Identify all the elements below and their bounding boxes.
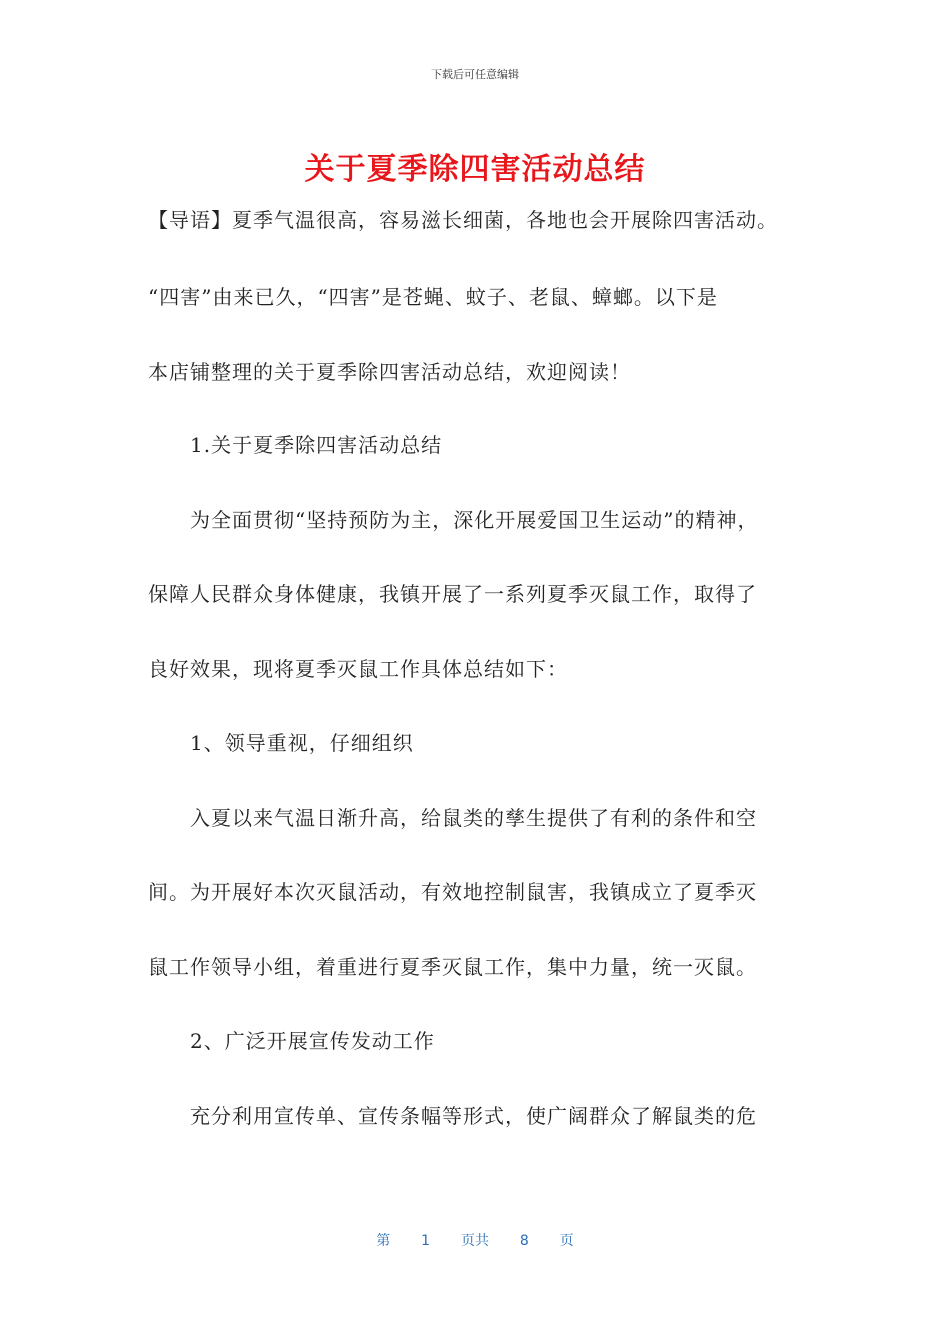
page-footer (0, 1230, 950, 1250)
footer-middle: 页共 (461, 1233, 489, 1249)
paragraph-line: 入夏以来气温日渐升高，给鼠类的孳生提供了有利的条件和空 (190, 806, 757, 830)
paragraph-line: 鼠工作领导小组，着重进行夏季灭鼠工作，集中力量，统一灭鼠。 (148, 955, 757, 979)
paragraph-line: 为全面贯彻“坚持预防为主，深化开展爱国卫生运动”的精神， (190, 508, 759, 532)
paragraph-line: 本店铺整理的关于夏季除四害活动总结，欢迎阅读！ (148, 360, 631, 384)
header-note: 下载后可任意编辑 (431, 68, 519, 81)
paragraph-line: “四害”由来已久，“四害”是苍蝇、蚊子、老鼠、蟑螂。以下是 (148, 285, 718, 309)
section-heading: 1、领导重视，仔细组织 (190, 731, 414, 755)
section-heading: 1.关于夏季除四害活动总结 (190, 433, 443, 457)
paragraph-line: 良好效果，现将夏季灭鼠工作具体总结如下： (148, 657, 568, 681)
total-page-number: 8 (519, 1233, 529, 1249)
current-page-number: 1 (421, 1233, 431, 1249)
footer-suffix: 页 (559, 1233, 574, 1249)
paragraph-line: 充分利用宣传单、宣传条幅等形式，使广阔群众了解鼠类的危 (190, 1104, 757, 1128)
document-title: 关于夏季除四害活动总结 (304, 152, 646, 187)
paragraph-line: 【导语】夏季气温很高，容易滋长细菌，各地也会开展除四害活动。 (148, 208, 778, 232)
paragraph-line: 间。为开展好本次灭鼠活动，有效地控制鼠害，我镇成立了夏季灭 (148, 880, 757, 904)
section-heading: 2、广泛开展宣传发动工作 (190, 1029, 435, 1053)
footer-prefix: 第 (376, 1233, 391, 1249)
paragraph-line: 保障人民群众身体健康，我镇开展了一系列夏季灭鼠工作，取得了 (148, 582, 757, 606)
